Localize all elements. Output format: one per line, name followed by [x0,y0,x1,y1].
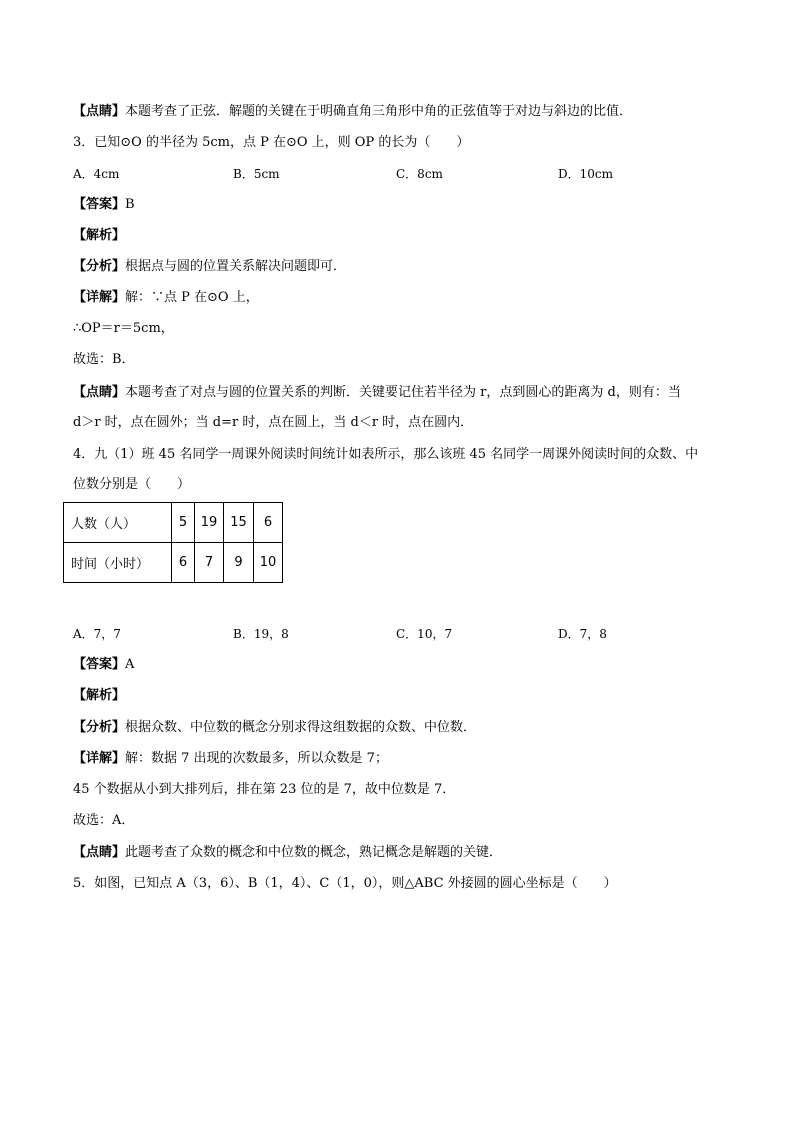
q4-option-b: B．19，8 [233,627,289,641]
q3-answer: B [125,197,135,212]
q3-stem: 3．已知⊙O 的半径为 5cm，点 P 在⊙O 上，则 OP 的长为（ ） [73,135,470,150]
q4-step2: 故选：A． [73,813,135,828]
q3-option-a: A．4cm [73,167,120,181]
q3-dianjing-line1 [73,383,681,403]
q2-dianjing-text: 本题考查了正弦．解题的关键在于明确直角三角形中角的正弦值等于对边与斜边的比值． [125,104,633,119]
q5-stem: 5．如图，已知点 A（3，6）、B（1，4）、C（1，0），则△ABC 外接圆的圆心坐标是（ ） [73,876,617,891]
q4-xiangjie-text: 解：数据 7 出现的次数最多，所以众数是 7； [125,751,388,766]
dianjing-tag: 【点睛】 [73,845,126,860]
table-row [64,503,283,543]
table-row [64,543,283,583]
q4-step1: 45 个数据从小到大排列后，排在第 23 位的是 7，故中位数是 7． [73,782,456,797]
analysis-tag: 【解析】 [73,688,126,703]
dianjing-tag: 【点睛】 [73,385,126,400]
q4-stem-line1: 4．九（1）班 45 名同学一周课外阅读时间统计如表所示，那么该班 45 名同学一周课外阅读时间的众数、中 [73,447,699,462]
q3-dianjing-line2: d＞r 时，点在圆外；当 d=r 时，点在圆上，当 d＜r 时，点在圆内． [73,415,474,430]
q3-xiangjie-line [73,288,259,308]
fenxi-tag: 【分析】 [73,259,126,274]
xiangjie-tag: 【详解】 [73,751,126,766]
q3-step2: 故选：B． [73,352,135,367]
table-cell: 10 [254,543,283,583]
table-row-header: 时间（小时） [64,543,172,583]
q3-option-c: C．8cm [396,167,443,181]
q4-dianjing-line [73,843,502,863]
table-cell: 9 [224,543,254,583]
reading-time-table [63,502,283,583]
table-cell: 5 [172,503,195,543]
q3-dianjing-text1: 本题考查了对点与圆的位置关系的判断．关键要记住若半径为 r，点到圆心的距离为 d，则有：当 [125,385,681,400]
q3-fenxi-line [73,257,346,277]
q3-answer-line [73,195,135,215]
q4-option-a: A．7，7 [73,627,121,641]
table-cell: 6 [172,543,195,583]
q4-fenxi-text: 根据众数、中位数的概念分别求得这组数据的众数、中位数． [125,720,477,735]
xiangjie-tag: 【详解】 [73,290,126,305]
q3-fenxi-text: 根据点与圆的位置关系解决问题即可． [125,259,347,274]
q3-analysis-tag [73,226,125,246]
q4-stem-line2: 位数分别是（ ） [73,477,191,492]
table-cell: 15 [224,503,254,543]
q4-option-d: D．7，8 [558,627,607,641]
q4-answer: A [125,657,135,672]
q3-step1: ∴OP＝r＝5cm， [73,321,174,336]
q3-xiangjie-text: 解：∵点 P 在⊙O 上， [125,290,259,305]
table-row-header: 人数（人） [64,503,172,543]
q4-xiangjie-line [73,749,388,769]
q4-analysis-tag [73,686,125,706]
analysis-tag: 【解析】 [73,228,126,243]
table-cell: 19 [195,503,224,543]
dianjing-tag: 【点睛】 [73,104,126,119]
fenxi-tag: 【分析】 [73,720,126,735]
q4-dianjing-text: 此题考查了众数的概念和中位数的概念，熟记概念是解题的关键． [125,845,503,860]
q4-option-c: C．10，7 [396,627,453,641]
q4-answer-line [73,655,134,675]
answer-tag: 【答案】 [73,657,126,672]
q2-dianjing-line [73,102,632,122]
q3-option-d: D．10cm [558,167,613,181]
table-cell: 7 [195,543,224,583]
table-cell: 6 [254,503,283,543]
q3-option-b: B．5cm [233,167,280,181]
q4-fenxi-line [73,718,476,738]
answer-tag: 【答案】 [73,197,126,212]
